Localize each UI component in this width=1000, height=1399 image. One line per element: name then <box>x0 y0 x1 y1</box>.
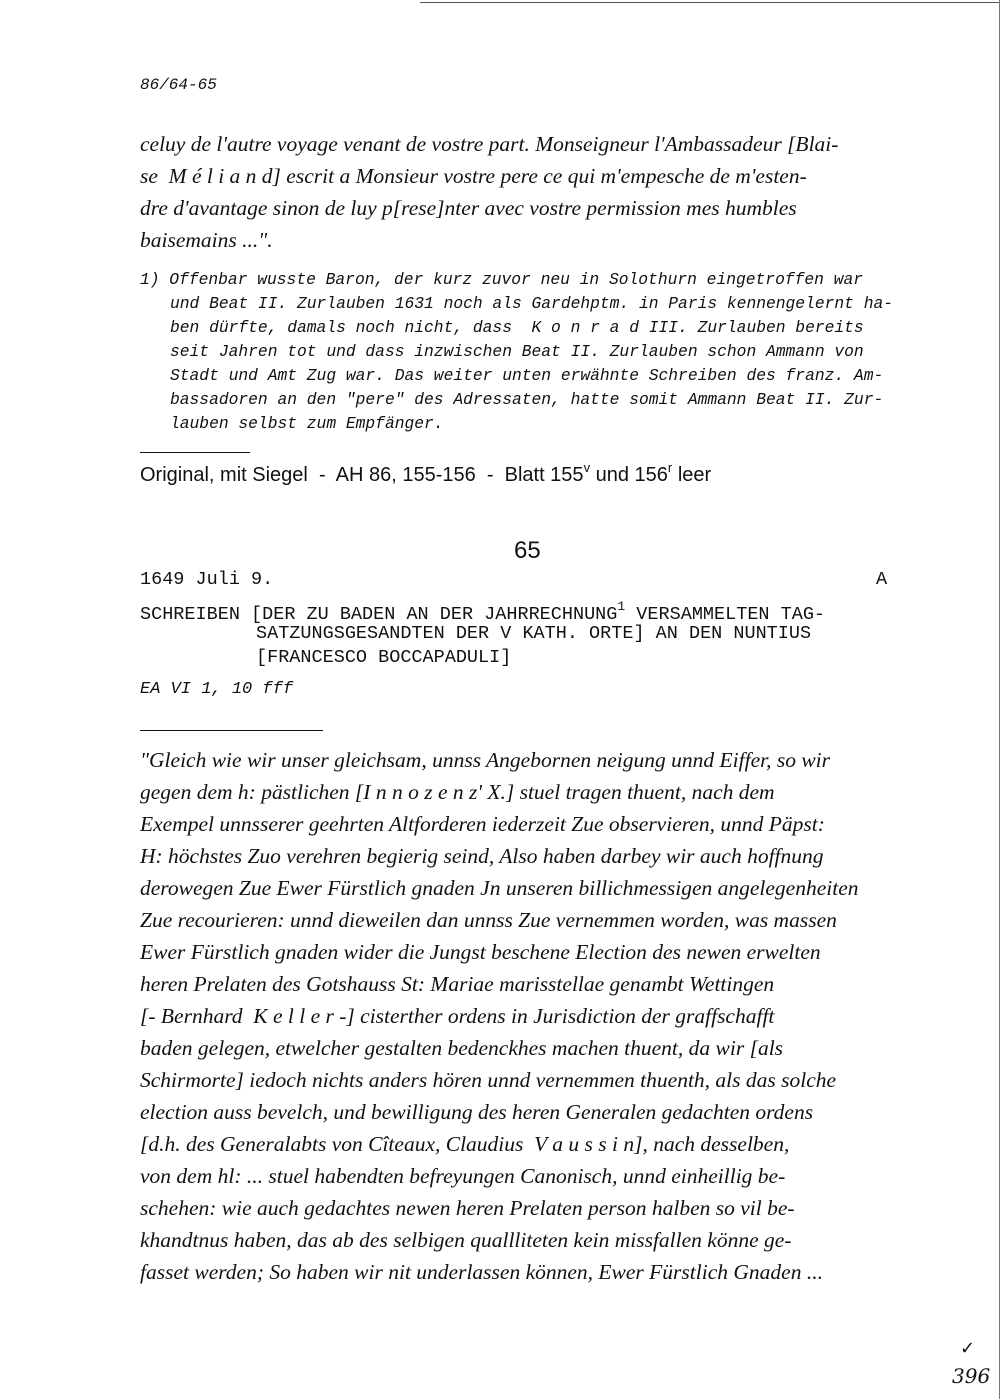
header-reference: 86/64-65 <box>140 76 217 94</box>
body-line-4: H: höchstes Zuo verehren begierig seind, Also haben darbey wir auch hoffnung <box>140 844 824 868</box>
body-line-16: khandtnus haben, das ab des selbigen quallliteten kein missfallen könne ge- <box>140 1228 792 1252</box>
body-line-7: Ewer Fürstlich gnaden wider die Jungst beschene Election des newen erwelten <box>140 940 821 964</box>
footnote-line-7: lauben selbst zum Empfänger. <box>170 414 444 433</box>
entry-number: 65 <box>514 537 541 564</box>
body-line-2: gegen dem h: pästlichen [I n n o z e n z' X.] stuel tragen thuent, nach dem <box>140 780 775 804</box>
footnote-line-4: seit Jahren tot und dass inzwischen Beat II. Zurlauben schon Ammann von <box>170 342 864 361</box>
body-line-1: "Gleich wie wir unser gleichsam, unnss Angebornen neigung unnd Eiffer, so wir <box>140 748 831 772</box>
entry-title-line-2: SATZUNGSGESANDTEN DER V KATH. ORTE] AN DEN NUNTIUS <box>256 623 812 644</box>
body-line-11: Schirmorte] iedoch nichts anders hören unnd vernemmen thuenth, als das solche <box>140 1068 837 1092</box>
page-number: 396 <box>952 1364 991 1388</box>
body-line-6: Zue recourieren: unnd dieweilen dan unnss Zue vernemmen worden, was massen <box>140 908 837 932</box>
entry-title-line-3: [FRANCESCO BOCCAPADULI] <box>256 647 512 668</box>
separator-rule <box>140 452 250 453</box>
body-line-12: election auss bevelch, und bewilligung des heren Generalen gedachten ordens <box>140 1100 814 1124</box>
entry-date: 1649 Juli 9. <box>140 569 274 590</box>
page-edge-top <box>420 2 1000 3</box>
body-line-17: fasset werden; So haben wir nit underlassen können, Ewer Fürstlich Gnaden ... <box>140 1260 823 1284</box>
body-line-8: heren Prelaten des Gotshauss St: Mariae marisstellae genambt Wettingen <box>140 972 775 996</box>
footnote-line-6: bassadoren an den "pere" des Adressaten, hatte somit Ammann Beat II. Zur- <box>170 390 884 409</box>
prev-line-3: dre d'avantage sinon de luy p[rese]nter avec vostre permission mes humbles <box>140 196 797 220</box>
check-mark: ✓ <box>960 1338 976 1359</box>
prev-line-1: celuy de l'autre voyage venant de vostre part. Monseigneur l'Ambassadeur [Blai- <box>140 132 839 156</box>
body-line-10: baden gelegen, etwelcher gestalten bedenckhes machen thuent, da wir [als <box>140 1036 784 1060</box>
footnote-line-3: ben dürfte, damals noch nicht, dass K o n r a d III. Zurlauben bereits <box>170 318 864 337</box>
body-line-15: schehen: wie auch gedachtes newen heren Prelaten person halben so vil be- <box>140 1196 795 1220</box>
footnote-line-5: Stadt und Amt Zug war. Das weiter unten erwähnte Schreiben des franz. Am- <box>170 366 884 385</box>
footnote-line-2: und Beat II. Zurlauben 1631 noch als Gardehptm. in Paris kennengelernt ha- <box>170 294 894 313</box>
body-line-3: Exempel unnsserer geehrten Altforderen iederzeit Zue observieren, unnd Päpst: <box>140 812 825 836</box>
prev-line-4: baisemains ...". <box>140 228 273 252</box>
entry-title-line-1: SCHREIBEN [DER ZU BADEN AN DER JAHRRECHNUNG$^1$ VERSAMMELTEN TAG- <box>140 599 826 625</box>
entry-marker: A <box>876 569 888 590</box>
body-line-14: von dem hl: ... stuel habendten befreyungen Canonisch, unnd einheillig be- <box>140 1164 786 1188</box>
entry-rule <box>140 730 323 731</box>
body-line-9: [- Bernhard K e l l e r -] cisterther ordens in Jurisdiction der graffschafft <box>140 1004 775 1028</box>
body-line-5: derowegen Zue Ewer Fürstlich gnaden Jn unseren billichmessigen angelegenheiten <box>140 876 859 900</box>
source-note: Original, mit Siegel - AH 86, 155-156 - Blatt 155$^v$ und 156$^r$ leer <box>140 460 712 486</box>
entry-reference: EA VI 1, 10 fff <box>140 680 294 699</box>
footnote-line-1: 1) Offenbar wusste Baron, der kurz zuvor neu in Solothurn eingetroffen war <box>140 270 864 289</box>
prev-line-2: se M é l i a n d] escrit a Monsieur vostre pere ce qui m'empesche de m'esten- <box>140 164 807 188</box>
body-line-13: [d.h. des Generalabts von Cîteaux, Claudius V a u s s i n], nach desselben, <box>140 1132 790 1156</box>
